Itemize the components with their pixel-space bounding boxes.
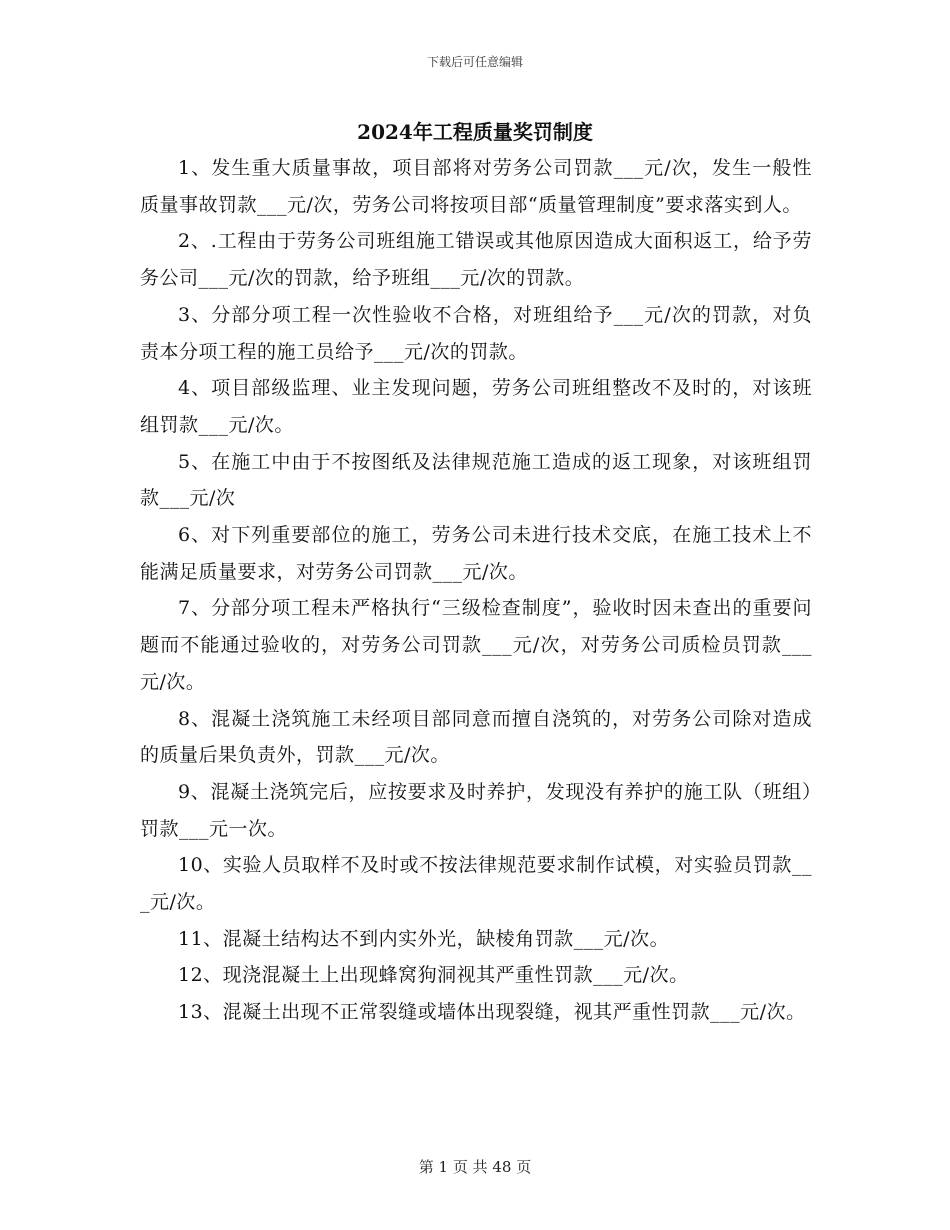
clause-3: 3、分部分项工程一次性验收不合格，对班组给予___元/次的罚款，对负责本分项工程的施工员给予___元/次的罚款。 [140,303,812,363]
clause-6: 6、对下列重要部位的施工，劳务公司未进行技术交底，在施工技术上不能满足质量要求，对劳务公司罚款___元/次。 [140,524,812,583]
document-title: 2024年工程质量奖罚制度 [357,120,593,144]
clause-13: 13、混凝土出现不正常裂缝或墙体出现裂缝，视其严重性罚款___元/次。 [178,1001,806,1024]
clause-7: 7、分部分项工程未严格执行“三级检查制度”，验收时因未查出的重要问题而不能通过验收的，对劳务公司罚款___元/次，对劳务公司质检员罚款___元/次。 [140,597,812,693]
document-body [140,150,812,1031]
clause-8: 8、混凝土浇筑施工未经项目部同意而擅自浇筑的，对劳务公司除对造成的质量后果负责外，罚款___元/次。 [140,707,812,767]
clause-9: 9、混凝土浇筑完后，应按要求及时养护，发现没有养护的施工队（班组）罚款___元一次。 [140,780,812,840]
clause-5: 5、在施工中由于不按图纸及法律规范施工造成的返工现象，对该班组罚款___元/次 [140,450,812,510]
clause-1: 1、发生重大质量事故，项目部将对劳务公司罚款___元/次，发生一般性质量事故罚款___元/次，劳务公司将按项目部“质量管理制度”要求落实到人。 [140,157,812,216]
page-number: 第 1 页 共 48 页 [418,1158,532,1176]
clause-12: 12、现浇混凝土上出现蜂窝狗洞视其严重性罚款___元/次。 [178,964,689,987]
clause-11: 11、混凝土结构达不到内实外光，缺棱角罚款___元/次。 [178,927,670,950]
clause-4: 4、项目部级监理、业主发现问题，劳务公司班组整改不及时的，对该班组罚款___元/次。 [140,377,812,436]
clause-2: 2、.工程由于劳务公司班组施工错误或其他原因造成大面积返工，给予劳务公司___元/次的罚款，给予班组___元/次的罚款。 [140,230,812,290]
clause-10: 10、实验人员取样不及时或不按法律规范要求制作试模，对实验员罚款___元/次。 [140,854,812,914]
header-note: 下载后可任意编辑 [426,55,523,69]
